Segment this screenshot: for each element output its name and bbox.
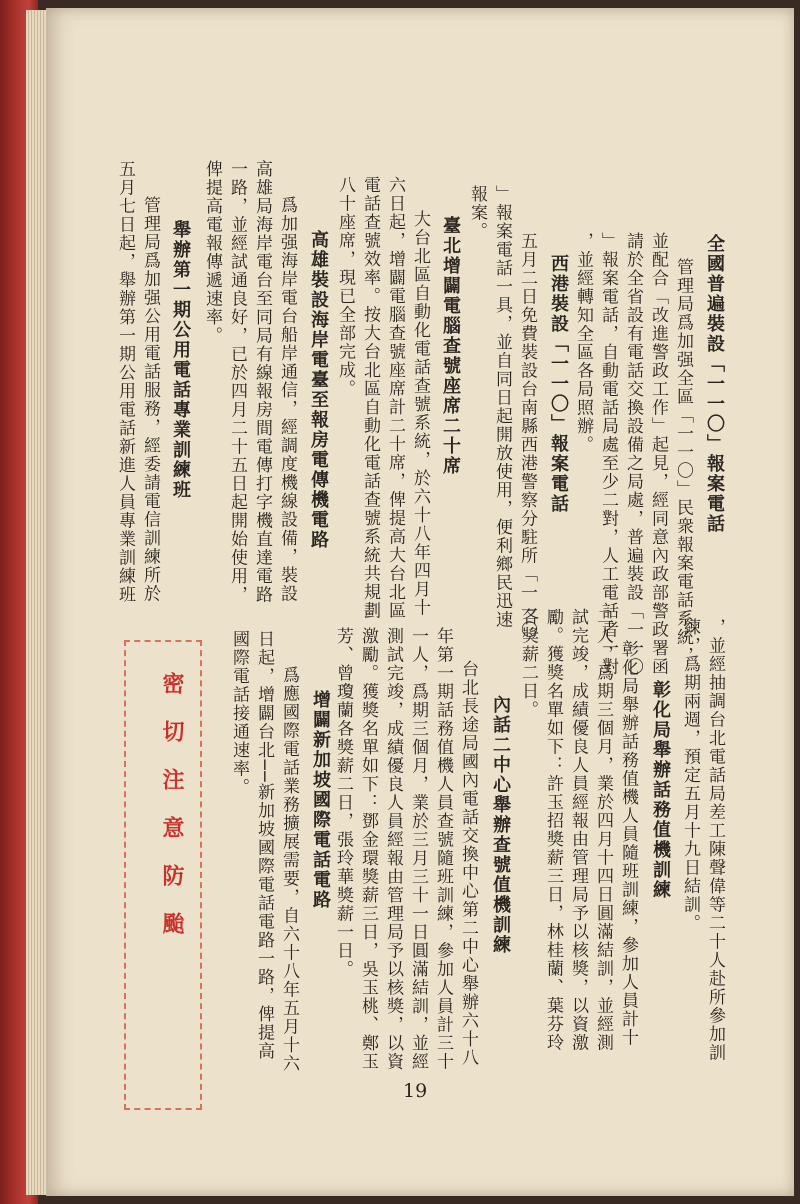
article-line: 日起，增闢台北──新加坡國際電話電路一路，俾提高 (254, 630, 274, 1061)
article-line: 測試完竣，成績優良人員經報由管理局予以核獎，以資 (383, 627, 403, 1071)
article-title: 內話二中心舉辦查號值機訓練 (490, 695, 511, 955)
article-line: 芳、曾瓊蘭各獎薪二日，張玲華獎薪一日。 (333, 627, 353, 979)
article-line: 爲加强海岸電台船岸通信，經調度機線設備，裝設 (277, 196, 297, 603)
article-line: 一人，爲期三個月，業於三月三十一日圓滿結訓，並經 (408, 627, 428, 1071)
article-line: 高雄局海岸電台至同局有線報房間電傳打字機直達電路 (252, 160, 272, 604)
article-line: 並配合「改進警政工作」起見，經同意內政部警政署函 (648, 232, 668, 676)
article-title: 臺北增闢電腦查號座席二十席 (440, 216, 461, 476)
typhoon-warning-stamp: 密切注意防颱 (159, 672, 185, 960)
article-line: 電話查號效率。按大台北區自動化電話查號系統共規劃 (360, 176, 380, 620)
article-line: 彰化局舉辦話務值機人員隨班訓練，參加人員計十 (618, 640, 638, 1047)
article-line: 六日起，增闢電腦查號座席計二十席，俾提高大台北區 (385, 176, 405, 620)
article-line: 」報案電話一具，並自同日起開放使用，便利鄉民迅速 (492, 185, 512, 629)
article-line: 俾提高電報傳遞速率。 (202, 160, 222, 345)
article-line: 爲應國際電話業務擴展需要，自六十八年五月十六 (279, 666, 299, 1073)
page-number: 19 (403, 1080, 428, 1102)
article-line: 試完竣，成績優良人員經報由管理局予以核獎，以資激 (568, 608, 588, 1052)
article-line: 八十座席，現已全部完成。 (335, 176, 355, 398)
article-line: 台北長途局國內電話交換中心第二中心舉辦六十八 (458, 660, 478, 1067)
article-line: 報案。 (467, 185, 487, 241)
article-line: 各獎薪二日。 (518, 608, 538, 719)
article-line: 練，爲期兩週，預定五月十九日結訓。 (680, 618, 700, 933)
article-title: 西港裝設「一一〇」報案電話 (548, 254, 569, 514)
article-line: 管理局爲加强全區「一一〇」民衆報案電話系統， (673, 258, 693, 665)
article-line: ，並經轉知全區各局照辦。 (573, 232, 593, 454)
article-line: ，並經抽調台北電話局差工陳聲偉等二十人赴所參加訓 (705, 618, 725, 1062)
article-line: 一路，並經試通良好，已於四月二十五日起開始使用， (227, 160, 247, 604)
article-title: 舉辦第一期公用電話專業訓練班 (170, 220, 191, 500)
article-title: 彰化局舉辦話務值機訓練 (650, 680, 671, 900)
article-line: 五月二日免費裝設台南縣西港警察分駐所「一一〇 (517, 232, 537, 639)
article-line: 五月七日起，舉辦第一期公用電話新進人員專業訓練班 (115, 160, 135, 604)
article-title: 全國普遍裝設「一一〇」報案電話 (704, 234, 725, 534)
article-title: 增闢新加坡國際電話電路 (310, 690, 331, 910)
article-title: 高雄裝設海岸電臺至報房電傳機電路 (308, 230, 329, 550)
article-line: 二人，爲期三個月，業於四月十四日圓滿結訓，並經測 (593, 608, 613, 1052)
article-line: 激勵。獲獎名單如下：鄧金環獎薪三日，吳玉桃、鄭玉 (358, 627, 378, 1071)
article-line: 請於全省設有電話交換設備之局處，普遍裝設「一一〇 (623, 232, 643, 676)
article-line: 大台北區自動化電話查號系統，於六十八年四月十 (410, 210, 430, 617)
article-line: 國際電話接通速率。 (229, 630, 249, 797)
article-line: 年第一期話務值機人員查號隨班訓練，參加人員計三十 (433, 627, 453, 1071)
article-line: 管理局爲加强公用電話服務，經委請電信訓練所於 (140, 196, 160, 603)
article-line: 」報案電話，自動電話局處至少二對，人工電話者一對 (598, 232, 618, 676)
article-line: 勵。獲獎名單如下：許玉招獎薪三日，林桂蘭、葉芬玲 (543, 608, 563, 1052)
